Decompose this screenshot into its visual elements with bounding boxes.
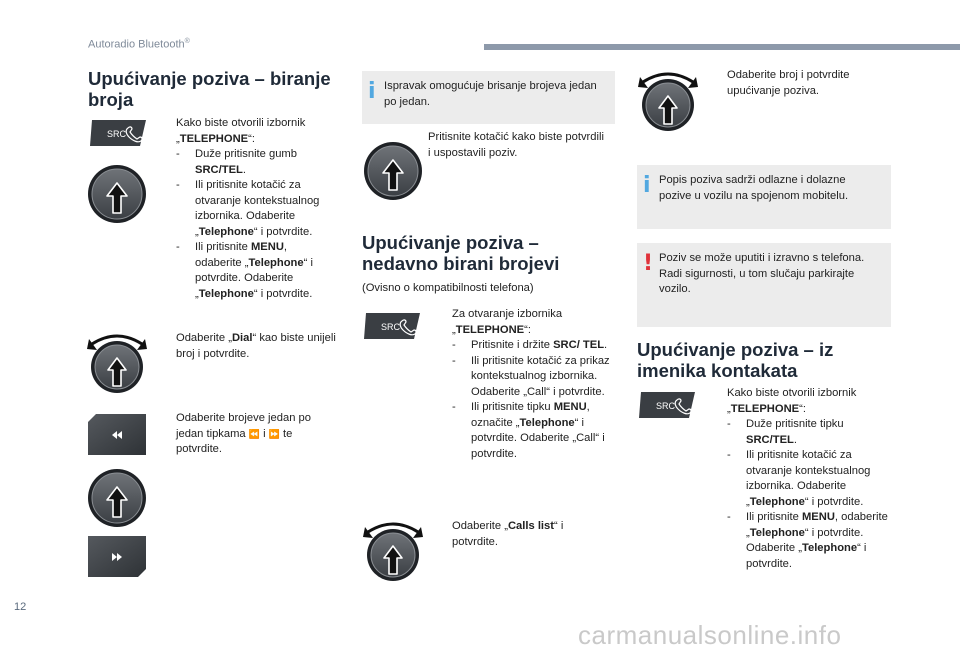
knob-rotate-icon [637,68,699,134]
info-note-calls-list: i Popis poziva sadrži odlazne i dolazne pozive u vozilu na spojenom mobitelu. [637,165,891,229]
left-digits-text: Odaberite brojeve jedan po jedan tipkama ⏪ i ⏩ te potvrdite. [176,412,311,455]
section-title-contacts: Upućivanje poziva – iz imenika kontakata [637,339,834,381]
info-icon: i [643,173,651,198]
step-item: - Duže pritisnite tipku SRC/TEL. [727,418,844,446]
step-item: - Ili pritisnite MENU, odaberite „Telephone“ i potvrdite. Odaberite „Telephone“ i potvrdite. [176,241,313,300]
step-item: - Duže pritisnite gumb SRC/TEL. [176,148,297,176]
warning-note-phone-call: ! Poziv se može uputiti i izravno s telefona. Radi sigurnosti, u tom slučaju parkirajte vozilo. [637,243,891,327]
previous-icon: ⏪ [248,428,260,439]
section-title-dial-number: Upućivanje poziva – biranje broja [88,68,331,110]
step-item: - Ili pritisnite kotačić za otvaranje kontekstualnog izbornika. Odaberite „Telephone“ i potvrdite. [176,179,320,238]
knob-press-icon [86,467,148,529]
src-tel-button-icon [88,118,150,148]
right-select-number-text: Odaberite broj i potvrdite upućivanje poziva. [727,69,850,97]
step-item: - Ili pritisnite MENU, odaberite „Telephone“ i potvrdite. Odaberite „Telephone“ i potvrdite. [727,511,888,570]
section-title-recent-numbers: Upućivanje poziva – nedavno birani brojevi [362,232,560,274]
warning-icon: ! [643,251,654,276]
watermark: carmanualsonline.info [578,620,842,649]
left-dial-text: Odaberite „Dial“ kao biste unijeli broj i potvrdite. [176,332,336,360]
page-header-title: Autoradio Bluetooth® [88,38,190,51]
compatibility-subtitle: (Ovisno o kompatibilnosti telefona) [362,282,534,294]
mid-press-confirm-text: Pritisnite kotačić kako biste potvrdili i uspostavili poziv. [428,131,604,159]
page-number: 12 [14,601,27,613]
svg-text:SRC: SRC [656,401,676,411]
step-item: - Ili pritisnite tipku MENU, označite „Telephone“ i potvrdite. Odaberite „Call“ i potvrdite. [452,401,605,460]
knob-press-icon [86,163,148,225]
next-icon: ⏩ [268,428,280,439]
mid-telephone-menu-text: Za otvaranje izbornika „TELEPHONE“: - Pritisnite i držite SRC/ TEL. - Ili pritisnite kotačić za prikaz kontekstualnog izbornika. Odaberite „Call“ i potvrdite. - Ili pritisnite tipku MENU, označite „Telephone“ i potvrdite. Odaberite „Call“ i potvrdite. [452,307,617,462]
step-item: - Pritisnite i držite SRC/ TEL. [452,339,608,351]
knob-rotate-icon [362,518,424,584]
left-telephone-menu-text: Kako biste otvorili izbornik „TELEPHONE“: - Duže pritisnite gumb SRC/TEL. - Ili pritisnite kotačić za otvaranje kontekstualnog izbornika. Odaberite „Telephone“ i potvrdite. - Ili pritisnite MENU, odaberite „Telephone“ i potvrdite. Odaberite „Telephone“ i potvrdite. [176,116,336,302]
mid-calls-list-text: Odaberite „Calls list“ i potvrdite. [452,520,564,548]
src-tel-button-icon [362,311,424,341]
info-note-correction: i Ispravak omogućuje brisanje brojeva jedan po jedan. [362,71,615,124]
knob-press-icon [362,140,424,202]
svg-text:SRC: SRC [107,129,127,139]
right-telephone-menu-text: Kako biste otvorili izbornik „TELEPHONE“: - Duže pritisnite tipku SRC/TEL. - Ili pritisnite kotačić za otvaranje kontekstualnog izbornika. Odaberite „Telephone“ i potvrdite. - Ili pritisnite MENU, odaberite „Telephone“ i potvrdite. Odaberite „Telephone“ i potvrdite. [727,386,892,572]
rewind-button-icon [86,413,148,456]
src-tel-button-icon [637,390,699,420]
step-item: - Ili pritisnite kotačić za otvaranje kontekstualnog izbornika. Odaberite „Telephone“ i potvrdite. [727,449,871,508]
fast-forward-button-icon [86,535,148,578]
header-rule [484,44,960,50]
knob-rotate-icon [86,330,148,396]
svg-text:SRC: SRC [381,322,401,332]
step-item: - Ili pritisnite kotačić za prikaz kontekstualnog izbornika. Odaberite „Call“ i potvrdite. [452,354,610,398]
info-icon: i [368,79,376,104]
